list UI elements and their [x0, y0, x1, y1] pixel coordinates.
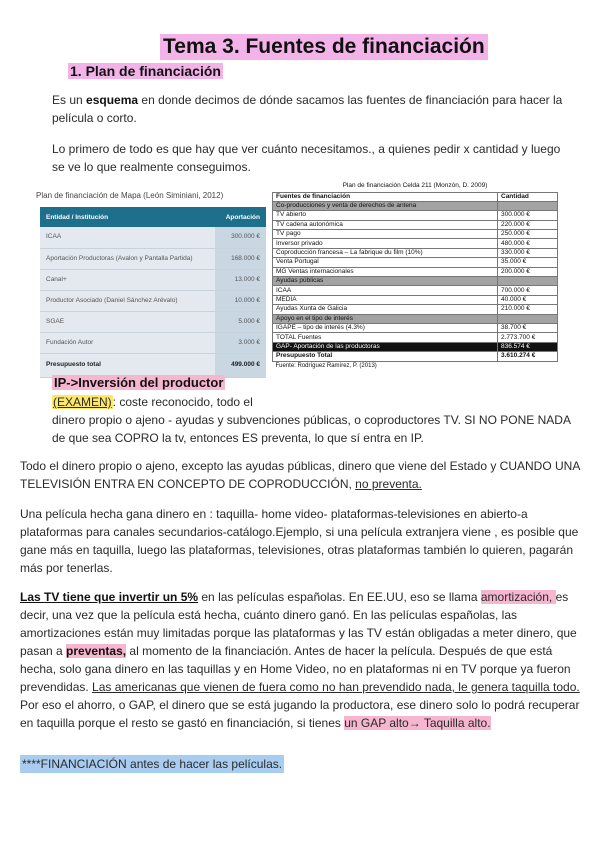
table-row: MG Ventas internacionales 200.000 € [273, 267, 558, 276]
table-row: ICAA 300.000 € [40, 227, 266, 248]
table-mapa [40, 207, 266, 378]
table-row: GAP- Aportación de las productoras 836.574 € [273, 342, 558, 351]
page-title: Tema 3. Fuentes de financiación [160, 34, 488, 60]
table-header: Cantidad [498, 192, 558, 201]
table-celda-211 [272, 181, 558, 370]
table-celda-caption: Plan de financiación Celda 211 (Monzón, D. 2009) [342, 182, 488, 190]
table-header: Entidad / Institución [40, 207, 215, 227]
table-row: Productor Asociado (Daniel Sánchez Arévalo) 10.000 € [40, 290, 266, 311]
table-row: SGAE 5.000 € [40, 311, 266, 332]
exam-tag: (EXAMEN) [53, 395, 112, 409]
table-row: Ayudas Xunta de Galicia 210.000 € [273, 305, 558, 314]
table-row: MEDIA 40.000 € [273, 295, 558, 304]
table-header: Aportación [215, 207, 266, 227]
paragraph-dinero-propio: Todo el dinero propio o ajeno, excepto las ayudas públicas, dinero que viene del Estado y CUANDO UNA TELEVISIÓN ENTRA EN CONCEPTO DE COPRODUCCIÓN, no preventa. [20, 459, 580, 491]
table-row: Aportación Productoras (Avalon y Pantalla Partida) 168.000 € [40, 248, 266, 269]
table-row: Venta Portugal 35.000 € [273, 258, 558, 267]
table-row: IGAPE – tipo de interés (4.3%) 38.700 € [273, 323, 558, 332]
table-row: TV abierto 300.000 € [273, 211, 558, 220]
ip-paragraph: dinero propio o ajeno - ayudas y subvenciones públicas, o coproductores TV. SI NO PONE NADA de que sea COPRO la tv, entonces ES preventa, lo que sí entra en IP. [52, 413, 571, 445]
note-financiacion: ****FINANCIACIÓN antes de hacer las películas. [22, 757, 283, 771]
table-header: Fuentes de financiación [273, 192, 498, 201]
highlight-amortizacion: amortización, [480, 590, 556, 604]
table-row: Apoyo en el tipo de interés [273, 314, 558, 323]
table-row: Co-producciones y venta de derechos de antena [273, 201, 558, 210]
table-row: Canal+ 13.000 € [40, 269, 266, 290]
section-heading-plan: 1. Plan de financiación [70, 63, 221, 79]
paragraph-primero: Lo primero de todo es que hay que ver cuánto necesitamos., a quienes pedir x cantidad y luego se ve lo que realmente conseguimos. [52, 142, 561, 174]
table-mapa-caption: Plan de financiación de Mapa (León Siminiani, 2012) [36, 191, 224, 200]
ip-heading: IP->Inversión del productor [54, 375, 224, 390]
highlight-preventas: preventas, [66, 644, 127, 658]
table-row: Fundación Autor 3.000 € [40, 332, 266, 353]
table-row: TV pago 250.000 € [273, 230, 558, 239]
table-row: Coproducción francesa – La fabrique du film (10%) 330.000 € [273, 248, 558, 257]
table-row: Ayudas públicas [273, 277, 558, 286]
paragraph-esquema: Es un esquema en donde decimos de dónde sacamos las fuentes de financiación para hacer la película o corto. [52, 93, 563, 125]
paragraph-pelicula-gana: Una película hecha gana dinero en : taquilla- home video- plataformas-televisiones en abierto-a plataformas para canales secundarios-catálogo.Ejemplo, si una película extranjera viene , es posible que gane más en taquilla, luego las plataformas, televisiones, otras plataformas también lo quieren, pagarán más por tenerlas. [20, 507, 579, 575]
table-total-row: Presupuesto total 499.000 € [40, 353, 266, 377]
table-row: TOTAL Fuentes 2.773.700 € [273, 333, 558, 342]
table-source: Fuente: Rodríguez Ramírez, P. (2013) [275, 362, 377, 369]
table-row: Presupuesto Total 3.610.274 € [273, 352, 558, 361]
table-row: Inversor privado 480.000 € [273, 239, 558, 248]
table-row: ICAA 700.000 € [273, 286, 558, 295]
paragraph-tv-invertir: Las TV tiene que invertir un 5% en las películas españolas. En EE.UU, eso se llama amortización, es decir, una vez que la película está hecha, cuánto dinero ganó. En las películas españolas, las amortizaciones están muy limitadas porque las plataformas y las TV están obligadas a meter dinero, que pasan a preventas, al momento de la financiación. Antes de hacer la película. Después de que está hecha, solo gana dinero en las taquillas y en Home Video, no en plataformas ni en TV porque ya fueron prevendidas. Las americanas que vienen de fuera como no han prevendido nada, le genera taquilla todo. Por eso el ahorro, o GAP, el dinero que se está jugando la productora, ese dinero solo lo podrá recuperar en taquilla porque el resto se gastó en financiación, si tienes un GAP alto→ Taquilla alto. [20, 590, 580, 730]
highlight-gap: un GAP alto→ Taquilla alto. [344, 716, 491, 730]
ip-line-1: (EXAMEN): coste reconocido, todo el [53, 395, 253, 409]
table-row: TV cadena autonómica 220.000 € [273, 220, 558, 229]
